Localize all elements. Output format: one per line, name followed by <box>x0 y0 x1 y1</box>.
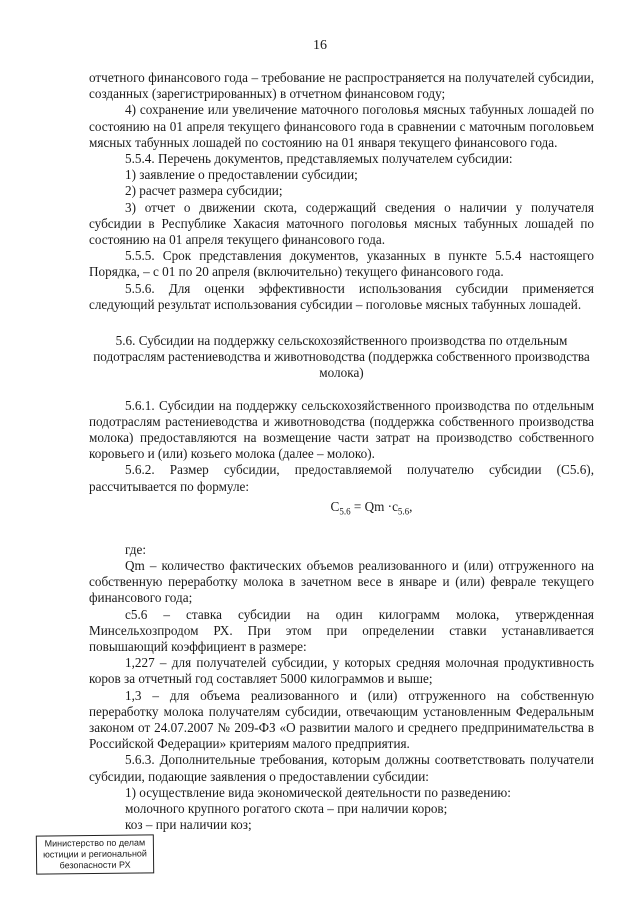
list-item: молочного крупного рогатого скота – при наличии коров; <box>125 800 448 816</box>
paragraph: отчетного финансового года – требование не распространяется на получателей субсидии, созданных (зарегистрированных) в отчетном финансовом году; <box>89 70 594 102</box>
paragraph: 5.6.3. Дополнительные требования, которым должны соответствовать получатели субсидии, подающие заявления о предоставлении субсидии: <box>89 752 594 784</box>
paragraph: 4) сохранение или увеличение маточного поголовья мясных табунных лошадей по состоянию на 01 апреля текущего финансового года в сравнении с маточным поголовьем мясных табунных лошадей по состоянию на 01 января текущего финансового года. <box>89 102 594 150</box>
page-number: 16 <box>313 38 327 53</box>
paragraph: 5.5.5. Срок представления документов, указанных в пункте 5.5.4 настоящего Порядка, – с 01 по 20 апреля (включительно) текущего финансового года. <box>89 248 594 280</box>
formula-lhs: C <box>330 498 340 514</box>
paragraph: Qm – количество фактических объемов реализованного и (или) отгруженного на собственную переработку молока в зачетном весе в январе и (или) феврале текущего финансового года; <box>89 557 594 606</box>
list-item: 2) расчет размера субсидии; <box>125 183 283 199</box>
stamp-line: безопасности РХ <box>59 859 131 871</box>
stamp-line: юстиции и региональной <box>42 848 147 860</box>
formula-middle: = Qm ·c <box>350 498 398 514</box>
paragraph: 5.5.4. Перечень документов, представляемых получателем субсидии: <box>125 151 513 167</box>
list-item: коз – при наличии коз; <box>125 817 252 833</box>
paragraph: 5.6.1. Субсидии на поддержку сельскохозяйственного производства по отдельным подотраслям растениеводства и животноводства (поддержка собственного производства молока) предоставляются на возмещение части затрат на производство собственного коровьего и (или) козьего молока (далее – молоко). <box>89 397 594 462</box>
formula-tail: , <box>409 498 413 514</box>
formula-lhs-subscript: 5.6 <box>339 506 351 517</box>
ministry-stamp <box>36 834 154 874</box>
list-item: 3) отчет о движении скота, содержащий сведения о наличии у получателя субсидии в Республике Хакасия маточного поголовья мясных табунных лошадей по состоянию на 01 апреля текущего финансового года. <box>89 199 594 248</box>
formula-rhs-subscript: 5.6 <box>397 506 410 517</box>
paragraph: c5.6 – ставка субсидии на один килограмм молока, утвержденная Минсельхозпродом РХ. При этом при определении ставки устанавливается повышающий коэффициент в размере: <box>89 606 594 654</box>
paragraph: 5.6.2. Размер субсидии, предоставляемой получателю субсидии (С5.6), рассчитывается по формуле: <box>89 462 594 494</box>
section-heading: 5.6. Субсидии на поддержку сельскохозяйственного производства по отдельным подотраслям растениеводства и животноводства (поддержка собственного производства молока) <box>93 333 590 381</box>
paragraph: 5.5.6. Для оценки эффективности использования субсидии применяется следующий результат использования субсидии – поголовье мясных табунных лошадей. <box>89 280 594 312</box>
document-body <box>89 70 594 833</box>
list-item: 1) осуществление вида экономической деятельности по разведению: <box>125 784 511 800</box>
paragraph: 1,227 – для получателей субсидии, у которых средняя молочная продуктивность коров за отчетный год составляет 5000 килограммов и выше; <box>89 655 594 687</box>
paragraph: где: <box>125 541 146 557</box>
list-item: 1) заявление о предоставлении субсидии; <box>125 167 358 183</box>
stamp-line: Министерство по делам <box>44 837 146 849</box>
paragraph: 1,3 – для объема реализованного и (или) отгруженного на собственную переработку молока получателям субсидии, отвечающим установленным Федеральным законом от 24.07.2007 № 209-ФЗ «О развитии малого и среднего предпринимательства в Российской Федерации» критериям малого предприятия. <box>89 687 594 752</box>
formula <box>149 499 594 520</box>
